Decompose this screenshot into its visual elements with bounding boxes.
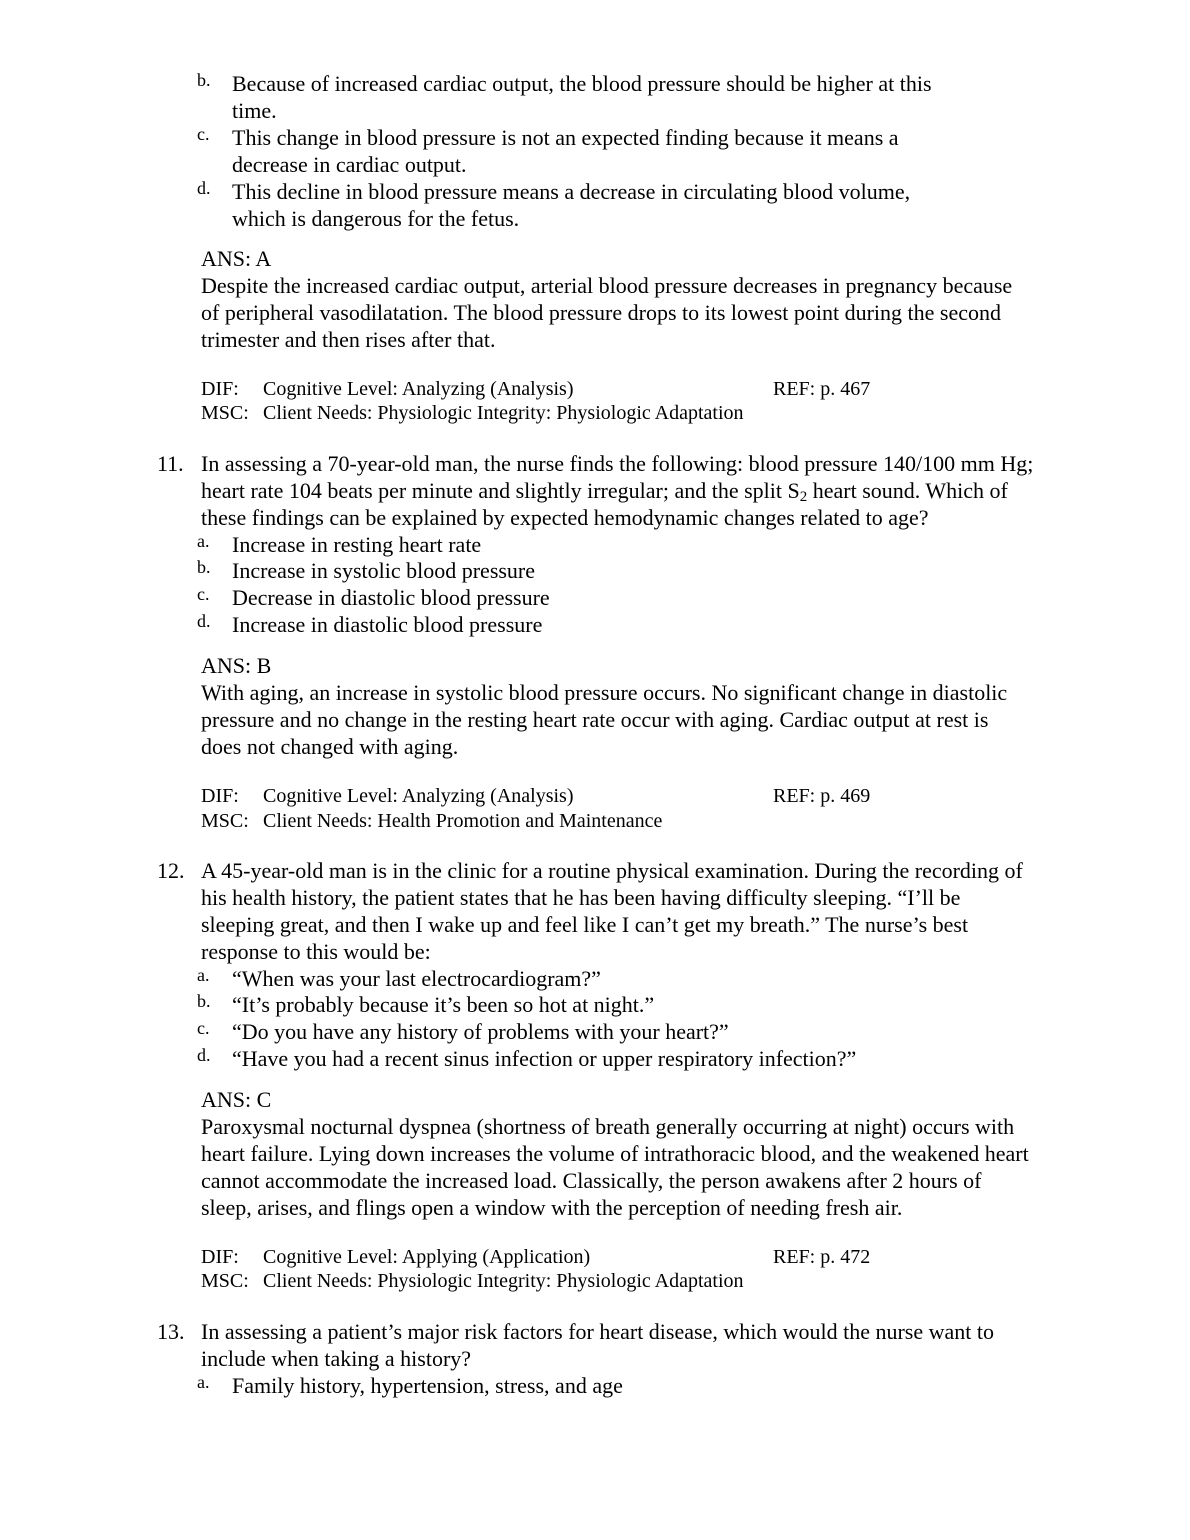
question-stem: In assessing a patient’s major risk factors for heart disease, which would the nurse want to include when taking a history? bbox=[201, 1319, 995, 1371]
stem-subscript: 2 bbox=[799, 489, 808, 505]
q12-answer: ANS: C bbox=[201, 1087, 272, 1112]
msc-value: Client Needs: Physiologic Integrity: Physiologic Adaptation bbox=[263, 1270, 744, 1292]
msc-label: MSC: bbox=[201, 1270, 249, 1292]
question-number: 11. bbox=[157, 451, 184, 476]
option-letter: b. bbox=[197, 70, 211, 90]
q12-msc bbox=[201, 1269, 744, 1293]
option-text: This decline in blood pressure means a decrease in circulating blood volume, which is dangerous for the fetus. bbox=[232, 179, 911, 231]
dif-value: Cognitive Level: Applying (Application) bbox=[263, 1246, 591, 1268]
option-letter: a. bbox=[197, 531, 210, 551]
q12-dif bbox=[201, 1245, 590, 1269]
q11-ref: REF: p. 469 bbox=[773, 785, 871, 807]
q10-ref: REF: p. 467 bbox=[773, 378, 871, 400]
option-text: “Do you have any history of problems with your heart?” bbox=[232, 1019, 729, 1044]
option-letter: c. bbox=[197, 124, 210, 144]
stem-part-1: In assessing a 70-year-old man, the nurse finds the following: blood pressure 140/100 mm Hg; heart rate 104 beats per minute and slightly irregular; and the split S bbox=[201, 451, 1034, 503]
option-text: Decrease in diastolic blood pressure bbox=[232, 585, 550, 610]
question-stem: A 45-year-old man is in the clinic for a routine physical examination. During the recording of his health history, the patient states that he has been having difficulty sleeping. “I’ll be sleeping great, and then I wake up and feel like I can’t get my breath.” The nurse’s best response to this would be: bbox=[201, 858, 1023, 964]
option-letter: c. bbox=[197, 584, 210, 604]
option-letter: b. bbox=[197, 991, 211, 1011]
option-letter: a. bbox=[197, 965, 210, 985]
option-letter: d. bbox=[197, 611, 211, 631]
q10-dif bbox=[201, 377, 574, 401]
option-text: This change in blood pressure is not an expected finding because it means a decrease in cardiac output. bbox=[232, 125, 899, 177]
option-text: Increase in systolic blood pressure bbox=[232, 558, 536, 583]
q10-msc bbox=[201, 401, 744, 425]
option-text: Family history, hypertension, stress, and age bbox=[232, 1373, 623, 1398]
msc-label: MSC: bbox=[201, 810, 249, 832]
q12-ref: REF: p. 472 bbox=[773, 1246, 871, 1268]
q11-explanation: With aging, an increase in systolic blood pressure occurs. No significant change in diastolic pressure and no change in the resting heart rate occur with aging. Cardiac output at rest is does not changed with aging. bbox=[201, 680, 1008, 759]
msc-value: Client Needs: Physiologic Integrity: Physiologic Adaptation bbox=[263, 402, 744, 424]
option-text: Increase in diastolic blood pressure bbox=[232, 612, 543, 637]
q12-explanation: Paroxysmal nocturnal dyspnea (shortness of breath generally occurring at night) occurs with heart failure. Lying down increases the volume of intrathoracic blood, and the weakened heart cannot accommodate the increased load. Classically, the person awakens after 2 hours of sleep, arises, and flings open a window with the perception of needing fresh air. bbox=[201, 1114, 1029, 1220]
question-number: 12. bbox=[157, 858, 185, 883]
question-number: 13. bbox=[157, 1319, 185, 1344]
option-letter: d. bbox=[197, 1045, 211, 1065]
option-text: “Have you had a recent sinus infection or upper respiratory infection?” bbox=[232, 1046, 857, 1071]
dif-label: DIF: bbox=[201, 1246, 239, 1268]
msc-label: MSC: bbox=[201, 402, 249, 424]
q10-explanation: Despite the increased cardiac output, arterial blood pressure decreases in pregnancy because of peripheral vasodilatation. The blood pressure drops to its lowest point during the second trimester and then rises after that. bbox=[201, 273, 1013, 352]
q11-dif bbox=[201, 784, 574, 808]
dif-label: DIF: bbox=[201, 378, 239, 400]
option-letter: a. bbox=[197, 1372, 210, 1392]
msc-value: Client Needs: Health Promotion and Maintenance bbox=[263, 810, 663, 832]
question-stem bbox=[201, 450, 1097, 531]
dif-label: DIF: bbox=[201, 785, 239, 807]
option-text: Increase in resting heart rate bbox=[232, 532, 482, 557]
option-text: “When was your last electrocardiogram?” bbox=[232, 966, 601, 991]
q10-answer: ANS: A bbox=[201, 246, 272, 271]
option-letter: d. bbox=[197, 178, 211, 198]
option-letter: b. bbox=[197, 557, 211, 577]
dif-value: Cognitive Level: Analyzing (Analysis) bbox=[263, 785, 574, 807]
q11-msc bbox=[201, 809, 662, 833]
dif-value: Cognitive Level: Analyzing (Analysis) bbox=[263, 378, 574, 400]
option-letter: c. bbox=[197, 1018, 210, 1038]
option-text: Because of increased cardiac output, the blood pressure should be higher at this time. bbox=[232, 71, 932, 123]
q11-answer: ANS: B bbox=[201, 653, 272, 678]
option-text: “It’s probably because it’s been so hot at night.” bbox=[232, 992, 655, 1017]
stem-part-2: heart sound. Which of these findings can be explained by expected hemodynamic changes related to age? bbox=[201, 478, 1008, 530]
